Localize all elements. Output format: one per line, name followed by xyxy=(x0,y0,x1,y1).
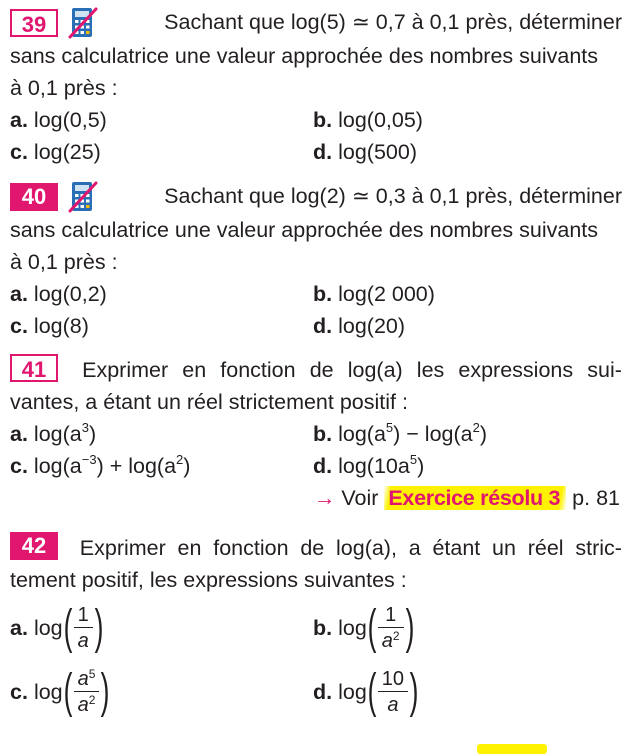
item-d: d. $\log(10a^5)$ xyxy=(313,452,425,478)
item-b: b. log ( $\frac{1}{a^2}$ ) xyxy=(313,601,414,654)
item-c: c. log ( $\frac{a^5}{a^2}$ ) xyxy=(10,665,110,718)
exercise-39-statement-start: Sachant que log(5) ≃ 0,7 à 0,1 près, déterminer xyxy=(164,10,622,34)
arrow-right-icon: → xyxy=(313,486,336,510)
exercise-page xyxy=(10,6,622,724)
exercise-41-line-1: 41 Exprimer en fonction de log(a) les expressions sui- xyxy=(10,354,622,386)
item-d: d. log(20) xyxy=(313,314,406,338)
item-c: c. $\log(a^{-3}) + \log(a^2)$ xyxy=(10,452,191,478)
no-calculator-icon xyxy=(68,180,98,214)
exercise-42-line-2: tement positif, les expressions suivantes : xyxy=(10,568,407,592)
exercise-42-items xyxy=(10,596,622,724)
item-b: b. log(2 000) xyxy=(313,282,435,306)
exercise-41 xyxy=(10,354,622,514)
item-a: a. $\log(a^3)$ xyxy=(10,420,97,446)
exercise-42 xyxy=(10,532,622,724)
solved-exercise-link[interactable]: Exercice résolu 3 xyxy=(384,486,566,510)
item-a: a. log(0,5) xyxy=(10,108,107,132)
fraction: $\frac{a^5}{a^2}$ xyxy=(74,667,100,718)
exercise-40-line-2: sans calculatrice une valeur approchée des nombres suivants xyxy=(10,218,598,242)
item-a: a. log(0,2) xyxy=(10,282,107,306)
exercise-39-line-1 xyxy=(10,6,622,40)
exercise-40-statement-start: Sachant que log(2) ≃ 0,3 à 0,1 près, déterminer xyxy=(164,184,622,208)
exercise-39-line-3: à 0,1 près : xyxy=(10,76,118,100)
item-d: d. log(500) xyxy=(313,140,417,164)
exercise-number-badge: 39 xyxy=(10,9,58,37)
fraction: $\frac{1}{a^2}$ xyxy=(378,603,404,654)
exercise-39 xyxy=(10,6,622,162)
exercise-39-line-2: sans calculatrice une valeur approchée des nombres suivants xyxy=(10,44,598,68)
exercise-40-items xyxy=(10,278,622,342)
item-c: c. log(25) xyxy=(10,140,101,164)
exercise-number-badge: 40 xyxy=(10,183,58,211)
item-d: d. log ( $\frac{10}{a}$ ) xyxy=(313,665,419,718)
exercise-41-line-2: vantes, a étant un réel strictement positif : xyxy=(10,390,408,414)
exercise-42-line-1: 42 Exprimer en fonction de log(a), a étant un réel stric- xyxy=(10,532,622,564)
item-c: c. log(8) xyxy=(10,314,89,338)
see-also-reference: → Voir Exercice résolu 3 p. 81 xyxy=(313,486,620,510)
item-a: a. log ( $\frac{1}{a}$ ) xyxy=(10,601,104,654)
fraction: $\frac{10}{a}$ xyxy=(378,667,408,718)
exercise-40-line-3: à 0,1 près : xyxy=(10,250,118,274)
exercise-41-items xyxy=(10,418,622,482)
exercise-number-badge: 42 xyxy=(10,532,58,560)
item-b: b. $\log(a^5) - \log(a^2)$ xyxy=(313,420,488,446)
exercise-40 xyxy=(10,180,622,336)
item-b: b. log(0,05) xyxy=(313,108,423,132)
exercise-40-line-1 xyxy=(10,180,622,214)
exercise-39-items xyxy=(10,104,622,168)
highlight-mark xyxy=(477,744,547,754)
exercise-number-badge: 41 xyxy=(10,354,58,382)
fraction: $\frac{1}{a}$ xyxy=(74,603,93,654)
no-calculator-icon xyxy=(68,6,98,40)
